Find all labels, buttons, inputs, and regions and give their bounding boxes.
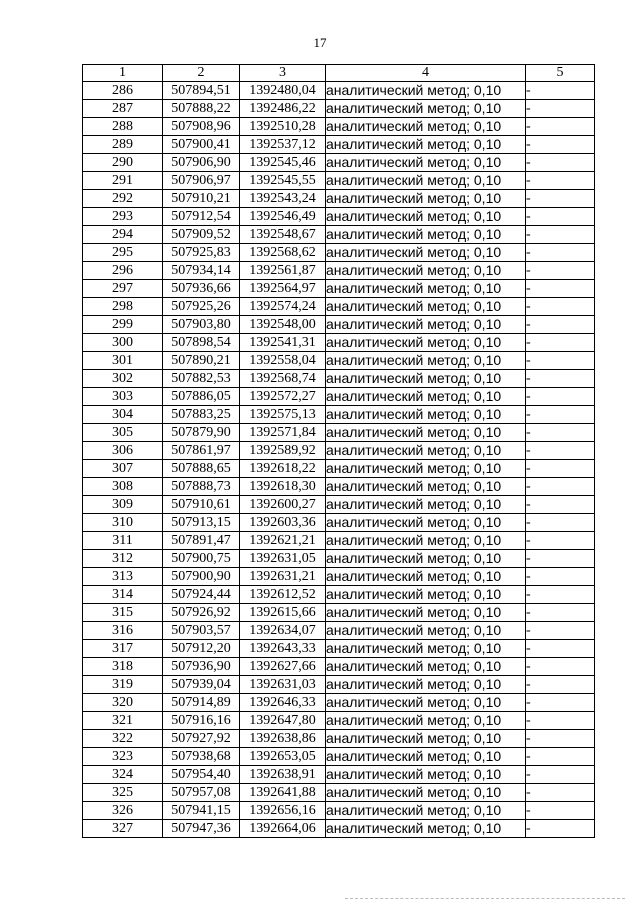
table-row [83, 532, 595, 550]
cell-y-coordinate: 1392631,05 [240, 550, 326, 568]
cell-point-number: 302 [83, 370, 163, 388]
table-row [83, 82, 595, 100]
cell-y-coordinate: 1392541,31 [240, 334, 326, 352]
cell-point-number: 293 [83, 208, 163, 226]
cell-y-coordinate: 1392638,91 [240, 766, 326, 784]
cell-point-number: 308 [83, 478, 163, 496]
cell-y-coordinate: 1392546,49 [240, 208, 326, 226]
cell-point-number: 310 [83, 514, 163, 532]
cell-y-coordinate: 1392568,74 [240, 370, 326, 388]
cell-y-coordinate: 1392537,12 [240, 136, 326, 154]
cell-point-number: 290 [83, 154, 163, 172]
cell-method-accuracy: аналитический метод; 0,10 [326, 622, 526, 640]
cell-y-coordinate: 1392618,22 [240, 460, 326, 478]
cell-description: - [526, 622, 595, 640]
cell-x-coordinate: 507947,36 [163, 820, 240, 838]
cell-method-accuracy: аналитический метод; 0,10 [326, 352, 526, 370]
cell-point-number: 286 [83, 82, 163, 100]
table-row [83, 298, 595, 316]
cell-point-number: 287 [83, 100, 163, 118]
table-row [83, 658, 595, 676]
table-row [83, 424, 595, 442]
table-row [83, 568, 595, 586]
cell-method-accuracy: аналитический метод; 0,10 [326, 514, 526, 532]
cell-x-coordinate: 507888,65 [163, 460, 240, 478]
cell-x-coordinate: 507900,90 [163, 568, 240, 586]
cell-description: - [526, 388, 595, 406]
cell-y-coordinate: 1392615,66 [240, 604, 326, 622]
cell-x-coordinate: 507924,44 [163, 586, 240, 604]
cell-method-accuracy: аналитический метод; 0,10 [326, 280, 526, 298]
cell-method-accuracy: аналитический метод; 0,10 [326, 298, 526, 316]
cell-method-accuracy: аналитический метод; 0,10 [326, 424, 526, 442]
header-col-2: 2 [163, 65, 240, 82]
cell-description: - [526, 424, 595, 442]
cell-x-coordinate: 507908,96 [163, 118, 240, 136]
table-row [83, 352, 595, 370]
cell-x-coordinate: 507936,66 [163, 280, 240, 298]
cell-method-accuracy: аналитический метод; 0,10 [326, 730, 526, 748]
table-row [83, 118, 595, 136]
table-row [83, 712, 595, 730]
cell-x-coordinate: 507900,41 [163, 136, 240, 154]
cell-y-coordinate: 1392589,92 [240, 442, 326, 460]
table-row [83, 514, 595, 532]
cell-y-coordinate: 1392618,30 [240, 478, 326, 496]
cell-description: - [526, 640, 595, 658]
cell-description: - [526, 262, 595, 280]
table-row [83, 154, 595, 172]
cell-y-coordinate: 1392638,86 [240, 730, 326, 748]
cell-x-coordinate: 507925,83 [163, 244, 240, 262]
cell-description: - [526, 208, 595, 226]
cell-x-coordinate: 507939,04 [163, 676, 240, 694]
cell-description: - [526, 604, 595, 622]
cell-x-coordinate: 507912,20 [163, 640, 240, 658]
cell-method-accuracy: аналитический метод; 0,10 [326, 208, 526, 226]
table-row [83, 622, 595, 640]
cell-point-number: 292 [83, 190, 163, 208]
cell-x-coordinate: 507913,15 [163, 514, 240, 532]
cell-description: - [526, 334, 595, 352]
cell-method-accuracy: аналитический метод; 0,10 [326, 334, 526, 352]
cell-method-accuracy: аналитический метод; 0,10 [326, 262, 526, 280]
cell-description: - [526, 370, 595, 388]
cell-x-coordinate: 507927,92 [163, 730, 240, 748]
cell-method-accuracy: аналитический метод; 0,10 [326, 748, 526, 766]
cell-method-accuracy: аналитический метод; 0,10 [326, 316, 526, 334]
cell-description: - [526, 460, 595, 478]
cell-method-accuracy: аналитический метод; 0,10 [326, 712, 526, 730]
cell-description: - [526, 298, 595, 316]
cell-point-number: 317 [83, 640, 163, 658]
table-row [83, 766, 595, 784]
cell-method-accuracy: аналитический метод; 0,10 [326, 82, 526, 100]
cell-x-coordinate: 507883,25 [163, 406, 240, 424]
cell-description: - [526, 280, 595, 298]
cell-point-number: 311 [83, 532, 163, 550]
header-col-3: 3 [240, 65, 326, 82]
cell-x-coordinate: 507941,15 [163, 802, 240, 820]
cell-point-number: 291 [83, 172, 163, 190]
cell-point-number: 312 [83, 550, 163, 568]
cell-y-coordinate: 1392568,62 [240, 244, 326, 262]
cell-method-accuracy: аналитический метод; 0,10 [326, 550, 526, 568]
cell-method-accuracy: аналитический метод; 0,10 [326, 658, 526, 676]
cell-x-coordinate: 507890,21 [163, 352, 240, 370]
table-row [83, 676, 595, 694]
cell-method-accuracy: аналитический метод; 0,10 [326, 640, 526, 658]
cell-description: - [526, 802, 595, 820]
table-row [83, 496, 595, 514]
table-row [83, 370, 595, 388]
cell-point-number: 300 [83, 334, 163, 352]
cell-point-number: 320 [83, 694, 163, 712]
cell-method-accuracy: аналитический метод; 0,10 [326, 766, 526, 784]
cell-y-coordinate: 1392543,24 [240, 190, 326, 208]
table-row [83, 136, 595, 154]
cell-method-accuracy: аналитический метод; 0,10 [326, 154, 526, 172]
page-number: 17 [313, 35, 327, 50]
cell-y-coordinate: 1392664,06 [240, 820, 326, 838]
cell-description: - [526, 172, 595, 190]
cell-description: - [526, 568, 595, 586]
cell-x-coordinate: 507903,57 [163, 622, 240, 640]
cell-y-coordinate: 1392564,97 [240, 280, 326, 298]
cell-description: - [526, 478, 595, 496]
table-body [83, 82, 595, 838]
table-row [83, 190, 595, 208]
cell-x-coordinate: 507861,97 [163, 442, 240, 460]
cell-method-accuracy: аналитический метод; 0,10 [326, 478, 526, 496]
cell-x-coordinate: 507903,80 [163, 316, 240, 334]
cell-x-coordinate: 507906,97 [163, 172, 240, 190]
cell-method-accuracy: аналитический метод; 0,10 [326, 172, 526, 190]
cell-x-coordinate: 507910,21 [163, 190, 240, 208]
cell-point-number: 309 [83, 496, 163, 514]
table-row [83, 784, 595, 802]
cell-description: - [526, 190, 595, 208]
cell-point-number: 313 [83, 568, 163, 586]
cell-x-coordinate: 507909,52 [163, 226, 240, 244]
cell-description: - [526, 406, 595, 424]
cell-description: - [526, 244, 595, 262]
cell-y-coordinate: 1392510,28 [240, 118, 326, 136]
cell-x-coordinate: 507957,08 [163, 784, 240, 802]
cell-y-coordinate: 1392548,67 [240, 226, 326, 244]
table-row [83, 172, 595, 190]
table-row [83, 280, 595, 298]
table-row [83, 406, 595, 424]
table-row [83, 334, 595, 352]
cell-y-coordinate: 1392631,21 [240, 568, 326, 586]
cell-x-coordinate: 507936,90 [163, 658, 240, 676]
cell-method-accuracy: аналитический метод; 0,10 [326, 802, 526, 820]
cell-method-accuracy: аналитический метод; 0,10 [326, 784, 526, 802]
cell-method-accuracy: аналитический метод; 0,10 [326, 136, 526, 154]
cell-point-number: 304 [83, 406, 163, 424]
cell-y-coordinate: 1392558,04 [240, 352, 326, 370]
cell-x-coordinate: 507888,22 [163, 100, 240, 118]
cell-point-number: 289 [83, 136, 163, 154]
cell-x-coordinate: 507938,68 [163, 748, 240, 766]
cell-y-coordinate: 1392545,46 [240, 154, 326, 172]
cell-x-coordinate: 507879,90 [163, 424, 240, 442]
cell-point-number: 305 [83, 424, 163, 442]
cell-method-accuracy: аналитический метод; 0,10 [326, 388, 526, 406]
table-row [83, 550, 595, 568]
cell-point-number: 314 [83, 586, 163, 604]
cell-method-accuracy: аналитический метод; 0,10 [326, 406, 526, 424]
cell-point-number: 325 [83, 784, 163, 802]
footer-scan-marks [345, 898, 625, 901]
cell-y-coordinate: 1392574,24 [240, 298, 326, 316]
cell-method-accuracy: аналитический метод; 0,10 [326, 820, 526, 838]
cell-description: - [526, 730, 595, 748]
cell-description: - [526, 100, 595, 118]
cell-method-accuracy: аналитический метод; 0,10 [326, 244, 526, 262]
cell-x-coordinate: 507914,89 [163, 694, 240, 712]
cell-x-coordinate: 507925,26 [163, 298, 240, 316]
cell-y-coordinate: 1392643,33 [240, 640, 326, 658]
table-row [83, 316, 595, 334]
cell-y-coordinate: 1392646,33 [240, 694, 326, 712]
cell-description: - [526, 442, 595, 460]
cell-x-coordinate: 507934,14 [163, 262, 240, 280]
cell-method-accuracy: аналитический метод; 0,10 [326, 190, 526, 208]
table-row [83, 604, 595, 622]
cell-method-accuracy: аналитический метод; 0,10 [326, 532, 526, 550]
table-row [83, 694, 595, 712]
cell-x-coordinate: 507891,47 [163, 532, 240, 550]
cell-y-coordinate: 1392634,07 [240, 622, 326, 640]
table-row [83, 226, 595, 244]
cell-point-number: 296 [83, 262, 163, 280]
cell-description: - [526, 532, 595, 550]
cell-description: - [526, 496, 595, 514]
cell-y-coordinate: 1392600,27 [240, 496, 326, 514]
cell-y-coordinate: 1392548,00 [240, 316, 326, 334]
cell-y-coordinate: 1392621,21 [240, 532, 326, 550]
cell-point-number: 298 [83, 298, 163, 316]
cell-x-coordinate: 507926,92 [163, 604, 240, 622]
cell-description: - [526, 676, 595, 694]
cell-y-coordinate: 1392561,87 [240, 262, 326, 280]
cell-description: - [526, 712, 595, 730]
table-row [83, 388, 595, 406]
cell-y-coordinate: 1392656,16 [240, 802, 326, 820]
cell-point-number: 306 [83, 442, 163, 460]
cell-description: - [526, 118, 595, 136]
cell-point-number: 322 [83, 730, 163, 748]
table-row [83, 640, 595, 658]
table-header-row [83, 65, 595, 82]
cell-x-coordinate: 507900,75 [163, 550, 240, 568]
cell-point-number: 321 [83, 712, 163, 730]
cell-point-number: 316 [83, 622, 163, 640]
cell-method-accuracy: аналитический метод; 0,10 [326, 568, 526, 586]
table-row [83, 262, 595, 280]
cell-y-coordinate: 1392627,66 [240, 658, 326, 676]
table-row [83, 802, 595, 820]
cell-point-number: 307 [83, 460, 163, 478]
cell-description: - [526, 226, 595, 244]
cell-x-coordinate: 507886,05 [163, 388, 240, 406]
cell-y-coordinate: 1392653,05 [240, 748, 326, 766]
cell-y-coordinate: 1392575,13 [240, 406, 326, 424]
cell-method-accuracy: аналитический метод; 0,10 [326, 226, 526, 244]
cell-method-accuracy: аналитический метод; 0,10 [326, 676, 526, 694]
header-col-1: 1 [83, 65, 163, 82]
cell-point-number: 324 [83, 766, 163, 784]
cell-description: - [526, 586, 595, 604]
cell-method-accuracy: аналитический метод; 0,10 [326, 604, 526, 622]
cell-point-number: 301 [83, 352, 163, 370]
cell-x-coordinate: 507882,53 [163, 370, 240, 388]
cell-method-accuracy: аналитический метод; 0,10 [326, 118, 526, 136]
cell-description: - [526, 820, 595, 838]
cell-y-coordinate: 1392545,55 [240, 172, 326, 190]
cell-method-accuracy: аналитический метод; 0,10 [326, 100, 526, 118]
cell-description: - [526, 784, 595, 802]
cell-description: - [526, 748, 595, 766]
table-row [83, 460, 595, 478]
cell-x-coordinate: 507954,40 [163, 766, 240, 784]
cell-point-number: 294 [83, 226, 163, 244]
cell-description: - [526, 316, 595, 334]
cell-point-number: 318 [83, 658, 163, 676]
coordinates-table [82, 64, 595, 838]
cell-description: - [526, 658, 595, 676]
table-row [83, 208, 595, 226]
cell-point-number: 319 [83, 676, 163, 694]
cell-description: - [526, 154, 595, 172]
cell-method-accuracy: аналитический метод; 0,10 [326, 694, 526, 712]
cell-method-accuracy: аналитический метод; 0,10 [326, 496, 526, 514]
table-row [83, 478, 595, 496]
cell-point-number: 295 [83, 244, 163, 262]
table-row [83, 442, 595, 460]
cell-method-accuracy: аналитический метод; 0,10 [326, 370, 526, 388]
cell-description: - [526, 82, 595, 100]
cell-point-number: 299 [83, 316, 163, 334]
cell-point-number: 323 [83, 748, 163, 766]
cell-x-coordinate: 507916,16 [163, 712, 240, 730]
cell-description: - [526, 514, 595, 532]
cell-y-coordinate: 1392647,80 [240, 712, 326, 730]
cell-method-accuracy: аналитический метод; 0,10 [326, 460, 526, 478]
table-row [83, 586, 595, 604]
cell-point-number: 315 [83, 604, 163, 622]
cell-point-number: 327 [83, 820, 163, 838]
table-row [83, 100, 595, 118]
cell-x-coordinate: 507910,61 [163, 496, 240, 514]
table-row [83, 820, 595, 838]
cell-x-coordinate: 507906,90 [163, 154, 240, 172]
cell-x-coordinate: 507912,54 [163, 208, 240, 226]
cell-point-number: 303 [83, 388, 163, 406]
cell-description: - [526, 352, 595, 370]
cell-description: - [526, 550, 595, 568]
cell-y-coordinate: 1392612,52 [240, 586, 326, 604]
table-row [83, 748, 595, 766]
cell-point-number: 288 [83, 118, 163, 136]
table-row [83, 730, 595, 748]
cell-method-accuracy: аналитический метод; 0,10 [326, 442, 526, 460]
table-row [83, 244, 595, 262]
cell-description: - [526, 136, 595, 154]
cell-y-coordinate: 1392571,84 [240, 424, 326, 442]
cell-y-coordinate: 1392603,36 [240, 514, 326, 532]
cell-y-coordinate: 1392486,22 [240, 100, 326, 118]
cell-y-coordinate: 1392631,03 [240, 676, 326, 694]
header-col-5: 5 [526, 65, 595, 82]
cell-point-number: 326 [83, 802, 163, 820]
cell-method-accuracy: аналитический метод; 0,10 [326, 586, 526, 604]
cell-y-coordinate: 1392572,27 [240, 388, 326, 406]
cell-x-coordinate: 507898,54 [163, 334, 240, 352]
cell-point-number: 297 [83, 280, 163, 298]
header-col-4: 4 [326, 65, 526, 82]
cell-description: - [526, 694, 595, 712]
cell-description: - [526, 766, 595, 784]
cell-x-coordinate: 507894,51 [163, 82, 240, 100]
cell-y-coordinate: 1392480,04 [240, 82, 326, 100]
cell-y-coordinate: 1392641,88 [240, 784, 326, 802]
cell-x-coordinate: 507888,73 [163, 478, 240, 496]
